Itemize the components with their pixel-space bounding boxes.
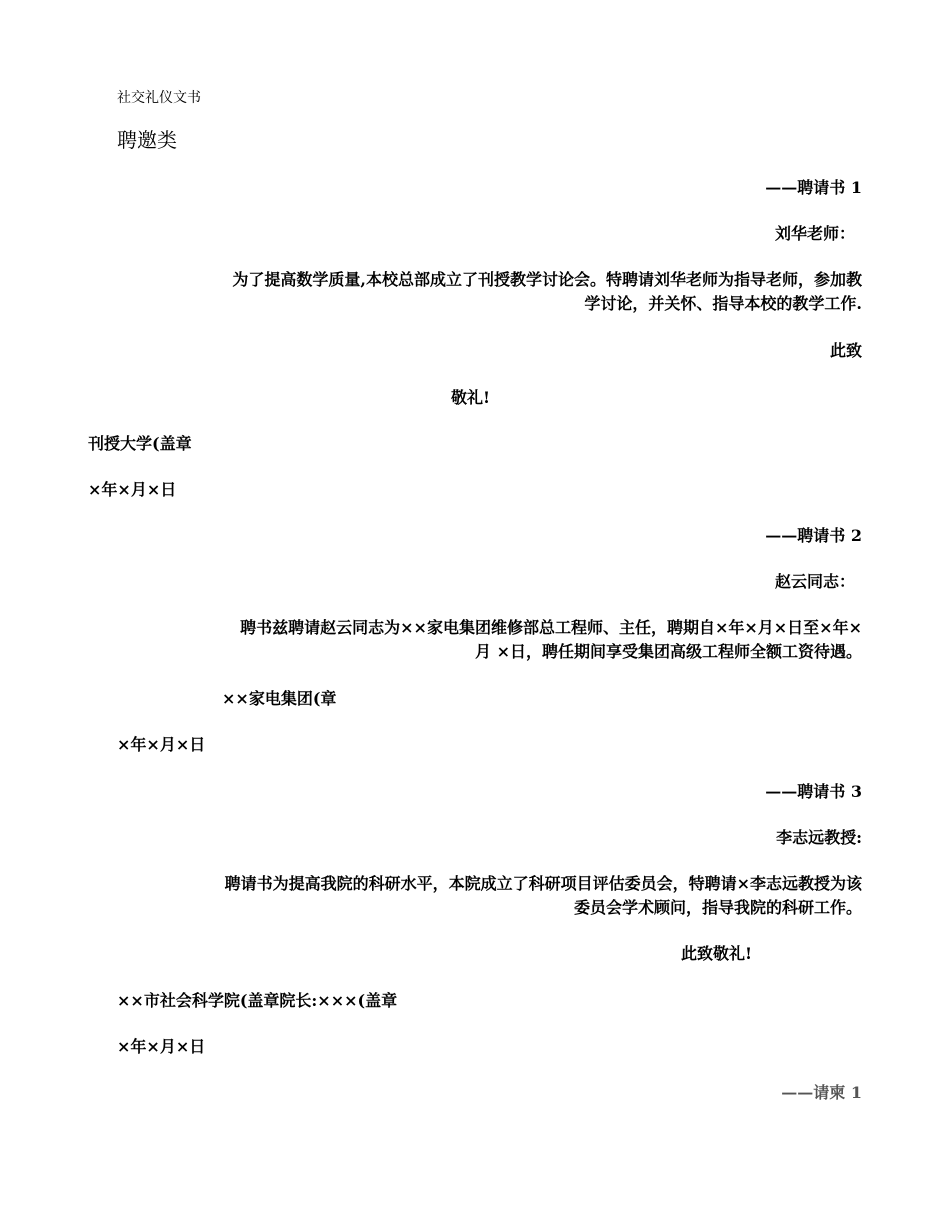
letter2-body — [102, 616, 862, 664]
letter3-body — [102, 872, 862, 920]
letter3-body-line1: 聘请书为提高我院的科研水平，本院成立了科研项目评估委员会，特聘请×李志远教授为该 — [224, 874, 862, 893]
letter2-heading: ——聘请书 2 — [765, 526, 862, 545]
letter4-heading: ——请柬 1 — [781, 1083, 862, 1102]
letter1-closing-2: 敬礼! — [451, 388, 491, 407]
letter3-heading: ——聘请书 3 — [765, 782, 862, 801]
letter3-body-line2: 委员会学术顾问，指导我院的科研工作。 — [573, 898, 862, 917]
document-subtitle: 社交礼仪文书 — [117, 90, 201, 106]
letter1-recipient: 刘华老师： — [774, 224, 855, 243]
letter3-closing: 此致敬礼! — [681, 944, 753, 963]
letter1-closing-1: 此致 — [829, 341, 862, 360]
letter2-date: ×年×月×日 — [117, 735, 206, 754]
letter3-date: ×年×月×日 — [117, 1037, 206, 1056]
letter2-signature: ××家电集团(章 — [222, 689, 337, 708]
category-title: 聘邀类 — [117, 128, 177, 152]
letter2-recipient: 赵云同志： — [774, 572, 855, 591]
letter2-body-line2: 月 ×日，聘任期间享受集团高级工程师全额工资待遇。 — [475, 642, 862, 661]
letter1-heading: ——聘请书 1 — [765, 178, 862, 197]
letter3-signature: ××市社会科学院(盖章院长:×××(盖章 — [117, 991, 398, 1010]
letter1-body — [102, 268, 862, 316]
letter2-body-line1: 聘书兹聘请赵云同志为××家电集团维修部总工程师、主任，聘期自×年×月×日至×年× — [240, 618, 862, 637]
letter3-recipient: 李志远教授: — [776, 828, 862, 847]
letter1-body-line2: 学讨论，并关怀、指导本校的教学工作. — [584, 294, 862, 313]
letter1-date: ×年×月×日 — [88, 480, 177, 499]
letter1-signature: 刊授大学(盖章 — [88, 434, 192, 453]
letter1-body-line1: 为了提高数学质量,本校总部成立了刊授教学讨论会。特聘请刘华老师为指导老师，参加教 — [232, 270, 862, 289]
